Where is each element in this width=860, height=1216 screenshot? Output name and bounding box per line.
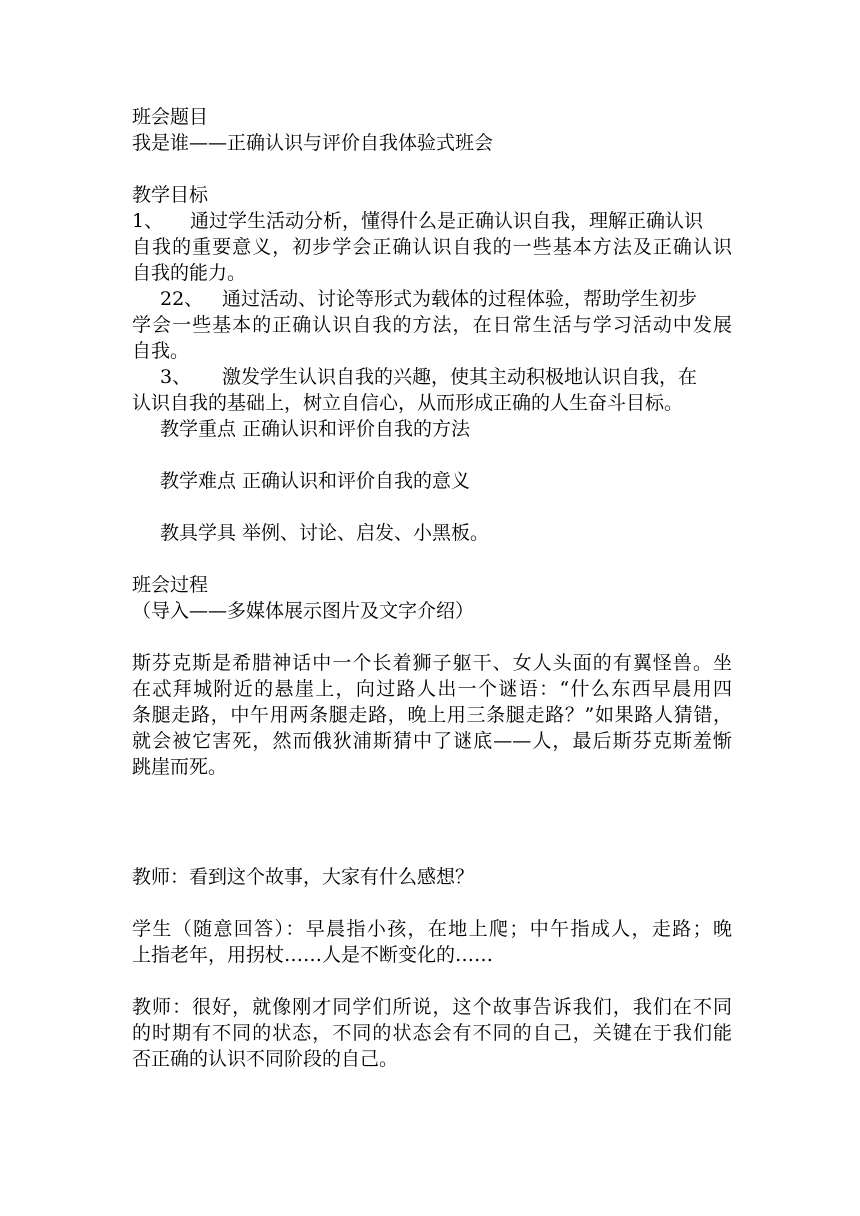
goal-1-number: 1、 [132, 210, 164, 232]
teaching-tools: 教具学具 举例、讨论、启发、小黑板。 [160, 522, 490, 544]
story-line-4: 就会被它害死，然而俄狄浦斯猜中了谜底——人，最后斯芬克斯羞惭 [132, 730, 732, 752]
goal-1-line-1: 通过学生活动分析，懂得什么是正确认识自我，理解正确认识 [190, 210, 704, 232]
heading-goals: 教学目标 [132, 184, 209, 206]
teacher-answer-line-3: 否正确的认识不同阶段的自己。 [132, 1048, 399, 1070]
key-point: 教学重点 正确认识和评价自我的方法 [160, 418, 471, 440]
teacher-answer-line-2: 的时期有不同的状态，不同的状态会有不同的自己，关键在于我们能 [132, 1022, 732, 1044]
goal-3-number: 3、 [160, 366, 192, 388]
student-answer-line-1: 学生（随意回答）：早晨指小孩，在地上爬；中午指成人，走路；晚 [132, 918, 732, 940]
goal-1-line-2: 自我的重要意义，初步学会正确认识自我的一些基本方法及正确认识 [132, 236, 732, 258]
goal-2-line-1: 通过活动、讨论等形式为载体的过程体验，帮助学生初步 [222, 288, 698, 310]
heading-process: 班会过程 [132, 574, 209, 596]
difficulty: 教学难点 正确认识和评价自我的意义 [160, 470, 471, 492]
story-line-2: 在忒拜城附近的悬崖上，向过路人出一个谜语：“什么东西早晨用四 [132, 678, 732, 700]
goal-2-line-2: 学会一些基本的正确认识自我的方法，在日常生活与学习活动中发展 [132, 314, 732, 336]
goal-1-line-3: 自我的能力。 [132, 262, 247, 284]
intro-note: （导入——多媒体展示图片及文字介绍） [132, 600, 475, 622]
goal-3-line-2: 认识自我的基础上，树立自信心，从而形成正确的人生奋斗目标。 [132, 392, 684, 414]
story-line-1: 斯芬克斯是希腊神话中一个长着狮子躯干、女人头面的有翼怪兽。坐 [132, 652, 732, 674]
heading-topic: 班会题目 [132, 106, 209, 128]
goal-3-line-1: 激发学生认识自我的兴趣，使其主动积极地认识自我，在 [222, 366, 698, 388]
story-line-3: 条腿走路，中午用两条腿走路，晚上用三条腿走路？”如果路人猜错， [132, 704, 732, 726]
student-answer-line-2: 上指老年，用拐杖……人是不断变化的…… [132, 944, 494, 966]
teacher-answer-line-1: 教师：很好，就像刚才同学们所说，这个故事告诉我们，我们在不同 [132, 996, 732, 1018]
class-meeting-title: 我是谁——正确认识与评价自我体验式班会 [132, 132, 494, 154]
story-line-5: 跳崖而死。 [132, 756, 228, 778]
goal-2-number: 22、 [160, 288, 204, 310]
teacher-question: 教师：看到这个故事，大家有什么感想？ [132, 866, 475, 888]
goal-2-line-3: 自我。 [132, 340, 190, 362]
